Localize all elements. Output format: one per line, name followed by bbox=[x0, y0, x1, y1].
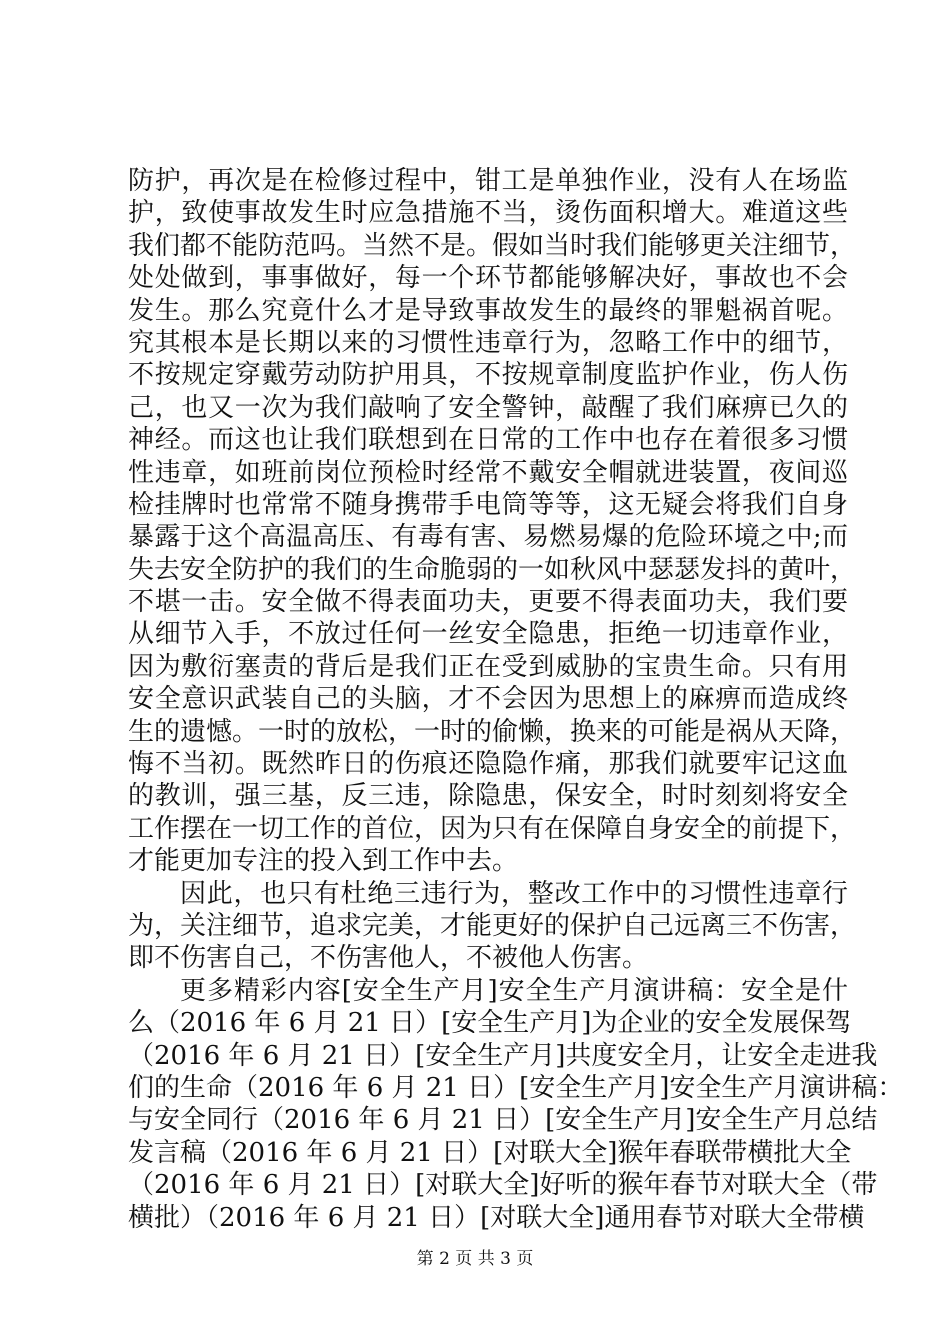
text-line: 失去安全防护的我们的生命脆弱的一如秋风中瑟瑟发抖的黄叶， bbox=[128, 554, 857, 585]
text-line: 己，也又一次为我们敲响了安全警钟，敲醒了我们麻痹已久的 bbox=[128, 392, 848, 423]
page-footer: 第 2 页 共 3 页 bbox=[416, 1249, 534, 1269]
paragraph bbox=[128, 165, 857, 878]
paragraph bbox=[128, 878, 857, 975]
text-line: 的教训，强三基，反三违，除隐患，保安全，时时刻刻将安全 bbox=[128, 781, 848, 812]
text-line: 暴露于这个高温高压、有毒有害、易燃易爆的危险环境之中;而 bbox=[128, 522, 848, 553]
text-line: 为，关注细节，追求完美，才能更好的保护自己远离三不伤害， bbox=[128, 910, 857, 941]
text-line: 生的遗憾。一时的放松，一时的偷懒，换来的可能是祸从天降， bbox=[128, 716, 857, 747]
text-line: （2016 年 6 月 21 日）[安全生产月]共度安全月，让安全走进我 bbox=[128, 1040, 878, 1071]
text-line: 性违章，如班前岗位预检时经常不戴安全帽就进装置，夜间巡 bbox=[128, 457, 848, 488]
text-line: 神经。而这也让我们联想到在日常的工作中也存在着很多习惯 bbox=[128, 425, 848, 456]
text-line: 更多精彩内容[安全生产月]安全生产月演讲稿：安全是什 bbox=[180, 975, 848, 1006]
paragraph bbox=[128, 975, 904, 1234]
text-line: 横批）（2016 年 6 月 21 日）[对联大全]通用春节对联大全带横 bbox=[128, 1202, 865, 1233]
text-line: 因为敷衍塞责的背后是我们正在受到威胁的宝贵生命。只有用 bbox=[128, 651, 848, 682]
text-line: 处处做到，事事做好，每一个环节都能够解决好，事故也不会 bbox=[128, 263, 848, 294]
text-line: 么（2016 年 6 月 21 日）[安全生产月]为企业的安全发展保驾 bbox=[128, 1008, 852, 1039]
document-body bbox=[128, 165, 904, 1234]
text-line: 才能更加专注的投入到工作中去。 bbox=[128, 846, 519, 877]
text-line: （2016 年 6 月 21 日）[对联大全]好听的猴年春节对联大全（带 bbox=[128, 1170, 878, 1201]
text-line: 不按规定穿戴劳动防护用具，不按规章制度监护作业，伤人伤 bbox=[128, 360, 848, 391]
text-line: 检挂牌时也常常不随身携带手电筒等等，这无疑会将我们自身 bbox=[128, 489, 848, 520]
text-line: 防护，再次是在检修过程中，钳工是单独作业，没有人在场监 bbox=[128, 166, 848, 196]
text-line: 从细节入手，不放过任何一丝安全隐患，拒绝一切违章作业， bbox=[128, 619, 848, 650]
text-line: 因此，也只有杜绝三违行为，整改工作中的习惯性违章行 bbox=[180, 878, 848, 909]
text-line: 工作摆在一切工作的首位，因为只有在保障自身安全的前提下， bbox=[128, 813, 857, 844]
text-line: 究其根本是长期以来的习惯性违章行为，忽略工作中的细节， bbox=[128, 327, 848, 358]
text-line: 悔不当初。既然昨日的伤痕还隐隐作痛，那我们就要牢记这血 bbox=[128, 749, 848, 780]
text-line: 发言稿（2016 年 6 月 21 日）[对联大全]猴年春联带横批大全 bbox=[128, 1137, 852, 1168]
text-line: 发生。那么究竟什么才是导致事故发生的最终的罪魁祸首呢。 bbox=[128, 295, 848, 326]
text-line: 们的生命（2016 年 6 月 21 日）[安全生产月]安全生产月演讲稿： bbox=[128, 1072, 904, 1103]
text-line: 护，致使事故发生时应急措施不当，烫伤面积增大。难道这些 bbox=[128, 198, 848, 229]
text-line: 不堪一击。安全做不得表面功夫，更要不得表面功夫，我们要 bbox=[128, 587, 848, 618]
text-line: 即不伤害自己，不伤害他人，不被他人伤害。 bbox=[128, 943, 649, 974]
text-line: 安全意识武装自己的头脑，才不会因为思想上的麻痹而造成终 bbox=[128, 684, 848, 715]
text-line: 我们都不能防范吗。当然不是。假如当时我们能够更关注细节， bbox=[128, 230, 857, 261]
text-line: 与安全同行（2016 年 6 月 21 日）[安全生产月]安全生产月总结 bbox=[128, 1105, 878, 1136]
